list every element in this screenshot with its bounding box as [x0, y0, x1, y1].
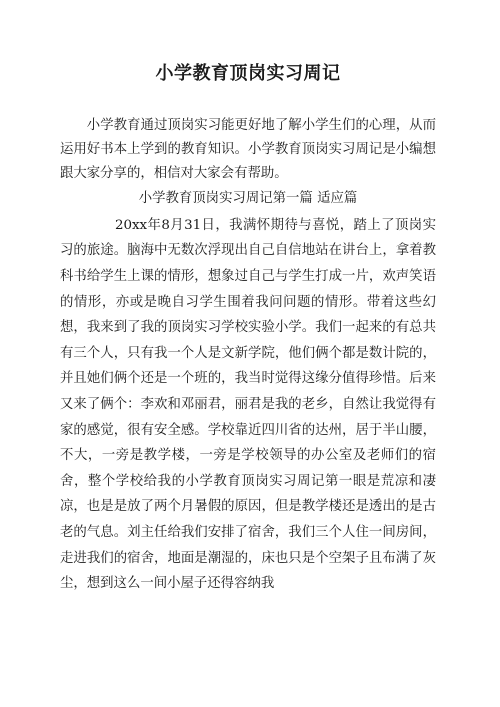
body-paragraph: 20xx年8月31日，我满怀期待与喜悦，踏上了顶岗实习的旅途。脑海中无数次浮现出自己自信地站在讲台上，拿着教科书给学生上课的情形，想象过自己与学生打成一片，欢声笑语的情形，亦或是晚自习学生围着我问问题的情形。带着这些幻想，我来到了我的顶岗实习学校实验小学。我们一起来的有总共有三个人，只有我一个人是文新学院，他们俩个都是数计院的，并且她们俩个还是一个班的，我当时觉得这缘分值得珍惜。后来又来了俩个：李欢和邓丽君，丽君是我的老乡，自然让我觉得有家的感觉，很有安全感。学校靠近四川省的达州，居于半山腰，不大，一旁是教学楼，一旁是学校领导的办公室及老师们的宿舍，整个学校给我的小学教育顶岗实习周记第一眼是荒凉和凄凉，也是是放了两个月暑假的原因，但是教学楼还是透出的是古老的气息。刘主任给我们安排了宿舍，我们三个人住一间房间，走进我们的宿舍，地面是潮湿的，床也只是个空架子且布满了灰尘，想到这么一间小屋子还得容纳我 — [60, 217, 436, 592]
document-title: 小学教育顶岗实习周记 — [155, 63, 341, 84]
section-heading: 小学教育顶岗实习周记第一篇 适应篇 — [138, 190, 358, 206]
intro-paragraph: 小学教育通过顶岗实习能更好地了解小学生们的心理，从而运用好书本上学到的教育知识。小学教育顶岗实习周记是小编想跟大家分享的，相信对大家会有帮助。 — [60, 118, 436, 182]
